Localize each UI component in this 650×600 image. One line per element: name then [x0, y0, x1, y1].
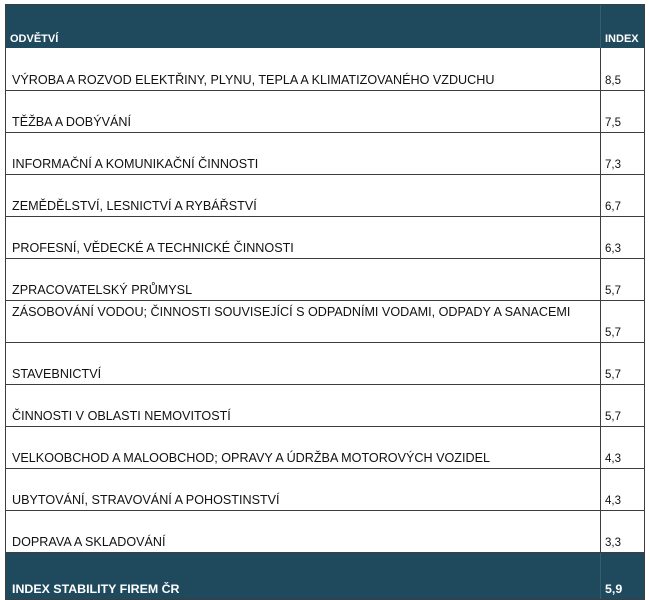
header-index: INDEX: [600, 5, 644, 48]
index-cell: 4,3: [600, 469, 644, 510]
total-index: 5,9: [600, 553, 644, 599]
table-row: [6, 132, 644, 174]
index-cell: 4,3: [600, 427, 644, 468]
index-cell: 7,5: [600, 91, 644, 132]
index-cell: 6,3: [600, 217, 644, 258]
header-sector: ODVĚTVÍ: [10, 33, 59, 45]
table-row: [6, 300, 644, 342]
table-header: [6, 5, 644, 48]
sector-cell: ZEMĚDĚLSTVÍ, LESNICTVÍ A RYBÁŘSTVÍ: [12, 199, 257, 213]
index-cell: 6,7: [600, 175, 644, 216]
sector-cell: ČINNOSTI V OBLASTI NEMOVITOSTÍ: [12, 409, 231, 423]
table-body: [6, 48, 644, 552]
table-row: [6, 48, 644, 90]
index-cell: 8,5: [600, 48, 644, 90]
sector-cell: DOPRAVA A SKLADOVÁNÍ: [12, 535, 166, 549]
sector-cell: ZPRACOVATELSKÝ PRŮMYSL: [12, 283, 193, 297]
index-cell: 5,7: [600, 343, 644, 384]
sector-cell: ZÁSOBOVÁNÍ VODOU; ČINNOSTI SOUVISEJÍCÍ S ODPADNÍMI VODAMI, ODPADY A SANACEMI: [12, 305, 571, 319]
sector-cell: TĚŽBA A DOBÝVÁNÍ: [12, 115, 131, 129]
table-row: [6, 384, 644, 426]
table-row: [6, 342, 644, 384]
sector-cell: UBYTOVÁNÍ, STRAVOVÁNÍ A POHOSTINSTVÍ: [12, 493, 280, 507]
table-row: [6, 468, 644, 510]
table-row: [6, 426, 644, 468]
index-cell: 3,3: [600, 511, 644, 552]
table-row: [6, 510, 644, 552]
table-row: [6, 90, 644, 132]
index-cell: 5,7: [600, 301, 644, 342]
index-cell: 5,7: [600, 385, 644, 426]
table-row: [6, 174, 644, 216]
total-label: INDEX STABILITY FIREM ČR: [12, 582, 180, 596]
index-cell: 5,7: [600, 259, 644, 300]
sector-cell: STAVEBNICTVÍ: [12, 367, 102, 381]
sector-cell: VELKOOBCHOD A MALOOBCHOD; OPRAVY A ÚDRŽBA MOTOROVÝCH VOZIDEL: [12, 451, 490, 465]
sector-index-table: [5, 4, 645, 600]
total-row: [6, 552, 644, 599]
sector-cell: PROFESNÍ, VĚDECKÉ A TECHNICKÉ ČINNOSTI: [12, 241, 294, 255]
index-cell: 7,3: [600, 133, 644, 174]
table-row: [6, 216, 644, 258]
sector-cell: INFORMAČNÍ A KOMUNIKAČNÍ ČINNOSTI: [12, 157, 259, 171]
table-row: [6, 258, 644, 300]
sector-cell: VÝROBA A ROZVOD ELEKTŘINY, PLYNU, TEPLA A KLIMATIZOVANÉHO VZDUCHU: [12, 73, 495, 87]
